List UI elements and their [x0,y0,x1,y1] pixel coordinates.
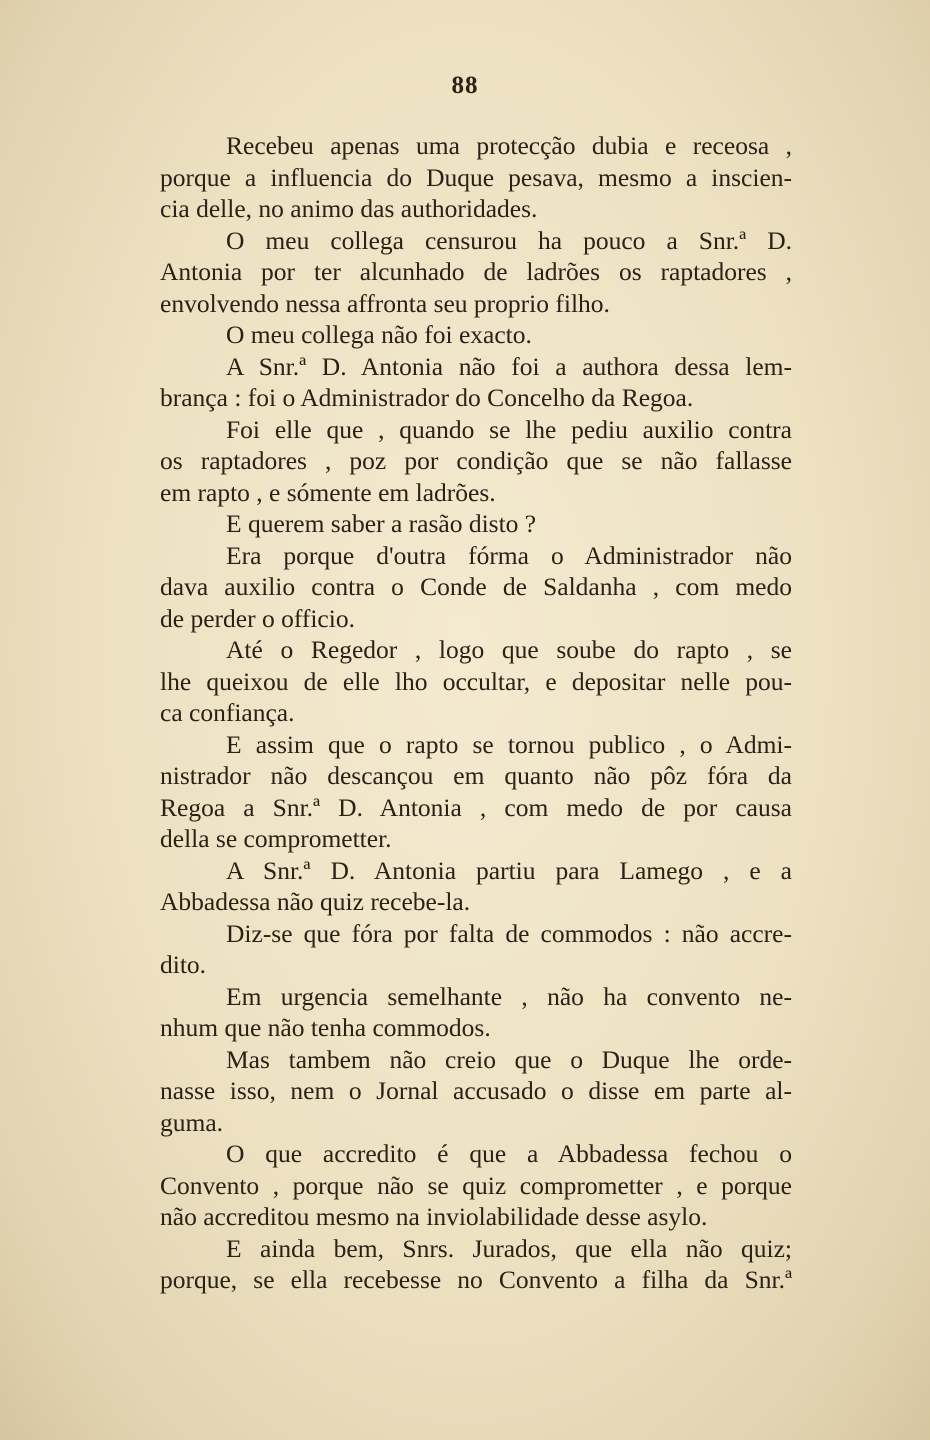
text-line: nasse isso, nem o Jornal accusado o disse em parte al- [160,1076,792,1105]
text-line: envolvendo nessa affronta seu proprio filho. [160,288,610,318]
text-line: E ainda bem, Snrs. Jurados, que ella não quiz; [226,1233,792,1263]
body-text [160,130,792,1296]
text-line: E querem saber a rasão disto ? [226,509,537,538]
text-line: Recebeu apenas uma protecção dubia e receosa , [226,131,792,160]
text-line: em rapto , e sómente em ladrões. [160,477,496,507]
text-line: não accreditou mesmo na inviolabilidade desse asylo. [160,1202,708,1231]
text-line: E assim que o rapto se tornou publico , o Admi- [226,729,792,759]
text-line: A Snr.ª D. Antonia partiu para Lamego , e a [226,855,792,885]
text-line: O meu collega não foi exacto. [226,320,532,349]
text-line: de perder o officio. [160,603,355,633]
text-line: dito. [160,950,207,979]
text-line: Foi elle que , quando se lhe pediu auxilio contra [226,414,792,444]
text-line: Até o Regedor , logo que soube do rapto , se [226,635,792,664]
text-line: dava auxilio contra o Conde de Saldanha , com medo [160,572,792,601]
text-line: brança : foi o Administrador do Concelho da Regoa. [160,383,694,412]
text-line: Abbadessa não quiz recebe-la. [160,887,471,916]
text-line: nhum que não tenha commodos. [160,1013,491,1042]
text-line: lhe queixou de elle lho occultar, e depositar nelle pou- [160,666,792,696]
text-line: Diz-se que fóra por falta de commodos : não accre- [226,918,792,948]
text-line: A Snr.ª D. Antonia não foi a authora dessa lem- [226,351,792,381]
text-line: ca confiança. [160,698,295,727]
text-line: Regoa a Snr.ª D. Antonia , com medo de por causa [160,792,792,822]
text-line: Em urgencia semelhante , não ha convento ne- [226,981,792,1011]
text-line: porque, se ella recebesse no Convento a filha da Snr.ª [160,1265,792,1294]
text-line: della se comprometter. [160,824,392,853]
text-line: porque a influencia do Duque pesava, mesmo a inscien- [160,162,792,192]
page-number: 88 [451,72,479,99]
text-line: cia delle, no animo das authoridades. [160,194,538,223]
text-line: nistrador não descançou em quanto não pôz fóra da [160,761,792,790]
text-line: Era porque d'outra fórma o Administrador não [226,540,792,570]
text-line: Convento , porque não se quiz comprometter , e porque [160,1170,792,1200]
text-line: guma. [160,1107,224,1137]
text-line: O que accredito é que a Abbadessa fechou o [226,1139,792,1168]
text-line: O meu collega censurou ha pouco a Snr.ª D. [226,225,792,255]
text-line: Antonia por ter alcunhado de ladrões os raptadores , [160,257,792,286]
text-line: Mas tambem não creio que o Duque lhe orde- [226,1044,792,1074]
text-line: os raptadores , poz por condição que se não fallasse [160,446,792,475]
